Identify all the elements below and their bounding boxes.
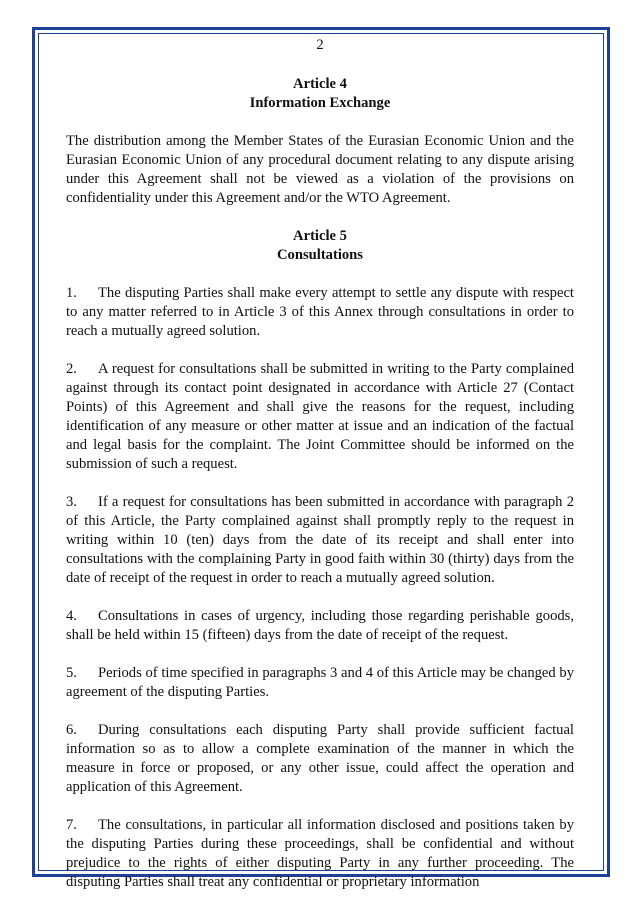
page-number: 2 — [316, 37, 324, 53]
article-4-paragraph — [66, 132, 574, 208]
paragraph-number: 2. — [66, 361, 77, 377]
paragraph-number: 1. — [66, 285, 77, 301]
article-5-paragraph-3 — [66, 493, 574, 588]
article-5-number: Article 5 — [293, 228, 347, 244]
paragraph-number: 3. — [66, 494, 77, 510]
paragraph-text: The disputing Parties shall make every attempt to settle any dispute with respect to any matter referred to in Article 3 of this Annex through consultations in order to reach a mutually agreed solution. — [66, 285, 574, 339]
paragraph-number: 5. — [66, 665, 77, 681]
article-4-title: Information Exchange — [249, 95, 391, 111]
article-4-number: Article 4 — [293, 76, 347, 92]
paragraph-text: Periods of time specified in paragraphs 3 and 4 of this Article may be changed by agreement of the disputing Parties. — [66, 665, 574, 700]
paragraph-text: During consultations each disputing Party shall provide sufficient factual information so as to allow a complete examination of the manner in which the measure in force or proposed, or any other issue, could affect the operation and application of this Agreement. — [66, 722, 574, 795]
article-5-paragraph-5 — [66, 664, 574, 702]
article-5-title: Consultations — [277, 247, 363, 263]
article-4-heading — [66, 75, 574, 113]
paragraph-number: 4. — [66, 608, 77, 624]
paragraph-text: The consultations, in particular all information disclosed and positions taken by the disputing Parties during these proceedings, shall be confidential and without prejudice to the rights of either disputing Party in any further proceeding. The disputing Parties shall treat any confidential or proprietary information — [66, 817, 574, 890]
article-5-paragraph-7 — [66, 816, 574, 892]
article-5-paragraph-2 — [66, 360, 574, 474]
article-5-paragraph-6 — [66, 721, 574, 797]
paragraph-text: Consultations in cases of urgency, including those regarding perishable goods, shall be held within 15 (fifteen) days from the date of receipt of the request. — [66, 608, 574, 643]
paragraph-text: If a request for consultations has been submitted in accordance with paragraph 2 of this Article, the Party complained against shall promptly reply to the request in writing within 10 (ten) days from the date of its receipt and shall enter into consultations with the complaining Party in good faith within 30 (thirty) days from the date of receipt of the request in order to reach a mutually agreed solution. — [66, 494, 574, 586]
article-5-heading — [66, 227, 574, 265]
article-5-paragraph-4 — [66, 607, 574, 645]
paragraph-number: 7. — [66, 817, 77, 833]
paragraph-text: The distribution among the Member States of the Eurasian Economic Union and the Eurasian Economic Union of any procedural document relating to any dispute arising under this Agreement shall not be viewed as a violation of the provisions on confidentiality under this Agreement and/or the WTO Agreement. — [66, 133, 574, 206]
document-body — [66, 36, 574, 911]
paragraph-number: 6. — [66, 722, 77, 738]
article-5-paragraph-1 — [66, 284, 574, 341]
paragraph-text: A request for consultations shall be submitted in writing to the Party complained against through its contact point designated in accordance with Article 27 (Contact Points) of this Agreement and shall give the reasons for the request, including identification of any measure or other matter at issue and an indication of the factual and legal basis for the complaint. The Joint Committee should be informed on the submission of such a request. — [66, 361, 574, 472]
